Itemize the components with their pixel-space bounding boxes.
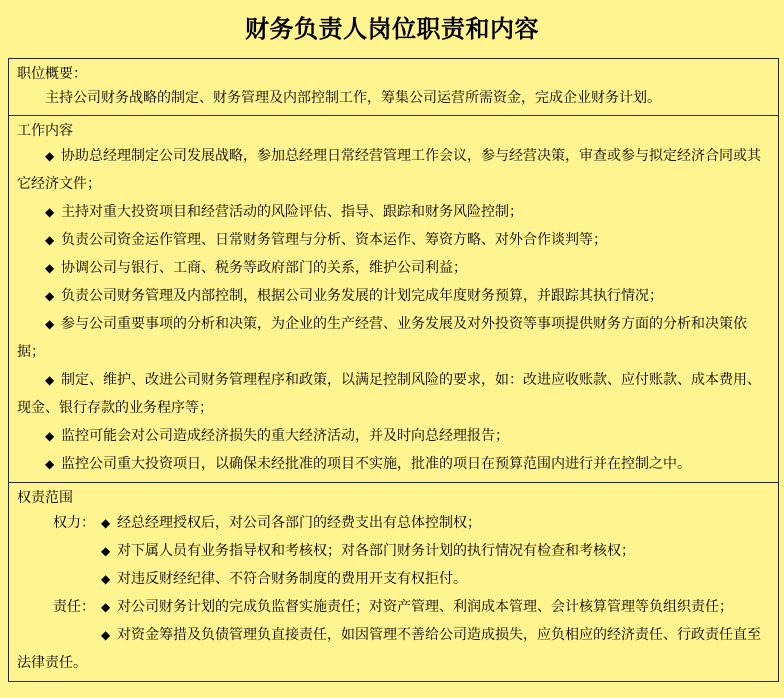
work-item	[17, 450, 770, 478]
authority-item	[17, 565, 770, 593]
responsibility-item-text: 对公司财务计划的完成负监督实施责任；对资产管理、利润成本管理、会计核算管理等负组织责任；	[117, 599, 733, 615]
work-item-text: 监控可能会对公司造成经济损失的重大经济活动，并及时向总经理报告；	[61, 428, 509, 444]
diamond-bullet-icon: ◆	[45, 317, 55, 331]
work-item-text: 协助总经理制定公司发展战略，参加总经理日常经营管理工作会议，参与经营决策，审查或参与拟定经济合同或其它经济文件；	[17, 148, 761, 192]
authority-item-text: 对下属人员有业务指导权和考核权；对各部门财务计划的执行情况有检查和考核权；	[117, 543, 635, 559]
work-item-text: 负责公司资金运作管理、日常财务管理与分析、资本运作、筹资方略、对外合作谈判等；	[61, 232, 607, 248]
authority-item-text: 对违反财经纪律、不符合财务制度的费用开支有权拒付。	[117, 571, 467, 587]
overview-heading: 职位概要：	[17, 66, 87, 82]
work-item-text: 制定、维护、改进公司财务管理程序和政策，以满足控制风险的要求，如：改进应收账款、应付账款、成本费用、现金、银行存款的业务程序等；	[17, 372, 761, 416]
diamond-bullet-icon: ◆	[101, 544, 111, 558]
work-item-text: 协调公司与银行、工商、税务等政府部门的关系，维护公司利益；	[61, 260, 467, 276]
authority-item	[17, 509, 770, 537]
work-item	[17, 422, 770, 450]
work-section	[9, 116, 778, 483]
duties-table	[8, 58, 779, 682]
diamond-bullet-icon: ◆	[45, 289, 55, 303]
responsibility-item	[17, 621, 770, 677]
diamond-bullet-icon: ◆	[45, 457, 55, 471]
responsibility-item-text: 对资金筹措及负债管理负直接责任，如因管理不善给公司造成损失，应负相应的经济责任、行政责任直至法律责任。	[17, 627, 761, 671]
authority-item-text: 经总经理授权后，对公司各部门的经费支出有总体控制权；	[117, 515, 481, 531]
work-heading: 工作内容	[17, 123, 73, 139]
scope-section	[9, 483, 778, 681]
scope-heading: 权责范围	[17, 490, 73, 506]
diamond-bullet-icon: ◆	[45, 261, 55, 275]
diamond-bullet-icon: ◆	[45, 373, 55, 387]
authority-label: 权力：	[53, 515, 95, 531]
overview-section	[9, 59, 778, 116]
diamond-bullet-icon: ◆	[45, 149, 55, 163]
overview-text: 主持公司财务战略的制定、财务管理及内部控制工作，筹集公司运营所需资金，完成企业财务计划。	[45, 90, 661, 106]
work-item	[17, 142, 770, 198]
work-item-text: 负责公司财务管理及内部控制，根据公司业务发展的计划完成年度财务预算，并跟踪其执行情况；	[61, 288, 663, 304]
diamond-bullet-icon: ◆	[45, 205, 55, 219]
diamond-bullet-icon: ◆	[101, 572, 111, 586]
work-item	[17, 366, 770, 422]
authority-item	[17, 537, 770, 565]
diamond-bullet-icon: ◆	[45, 233, 55, 247]
responsibility-item	[17, 593, 770, 621]
responsibility-label: 责任：	[53, 599, 95, 615]
diamond-bullet-icon: ◆	[101, 600, 111, 614]
work-item	[17, 310, 770, 366]
work-item-text: 监控公司重大投资项日，以确保未经批准的项目不实施，批准的项日在预算范围内进行并在控制之中。	[61, 456, 691, 472]
diamond-bullet-icon: ◆	[45, 429, 55, 443]
page-title: 财务负责人岗位职责和内容	[245, 15, 539, 43]
work-item	[17, 198, 770, 226]
work-item	[17, 282, 770, 310]
work-item-text: 主持对重大投资项目和经营活动的风险评估、指导、跟踪和财务风险控制；	[61, 204, 523, 220]
diamond-bullet-icon: ◆	[101, 628, 111, 642]
work-item	[17, 254, 770, 282]
diamond-bullet-icon: ◆	[101, 516, 111, 530]
work-item-text: 参与公司重要事项的分析和决策，为企业的生产经营、业务发展及对外投资等事项提供财务方面的分析和决策依据；	[17, 316, 747, 360]
work-item	[17, 226, 770, 254]
